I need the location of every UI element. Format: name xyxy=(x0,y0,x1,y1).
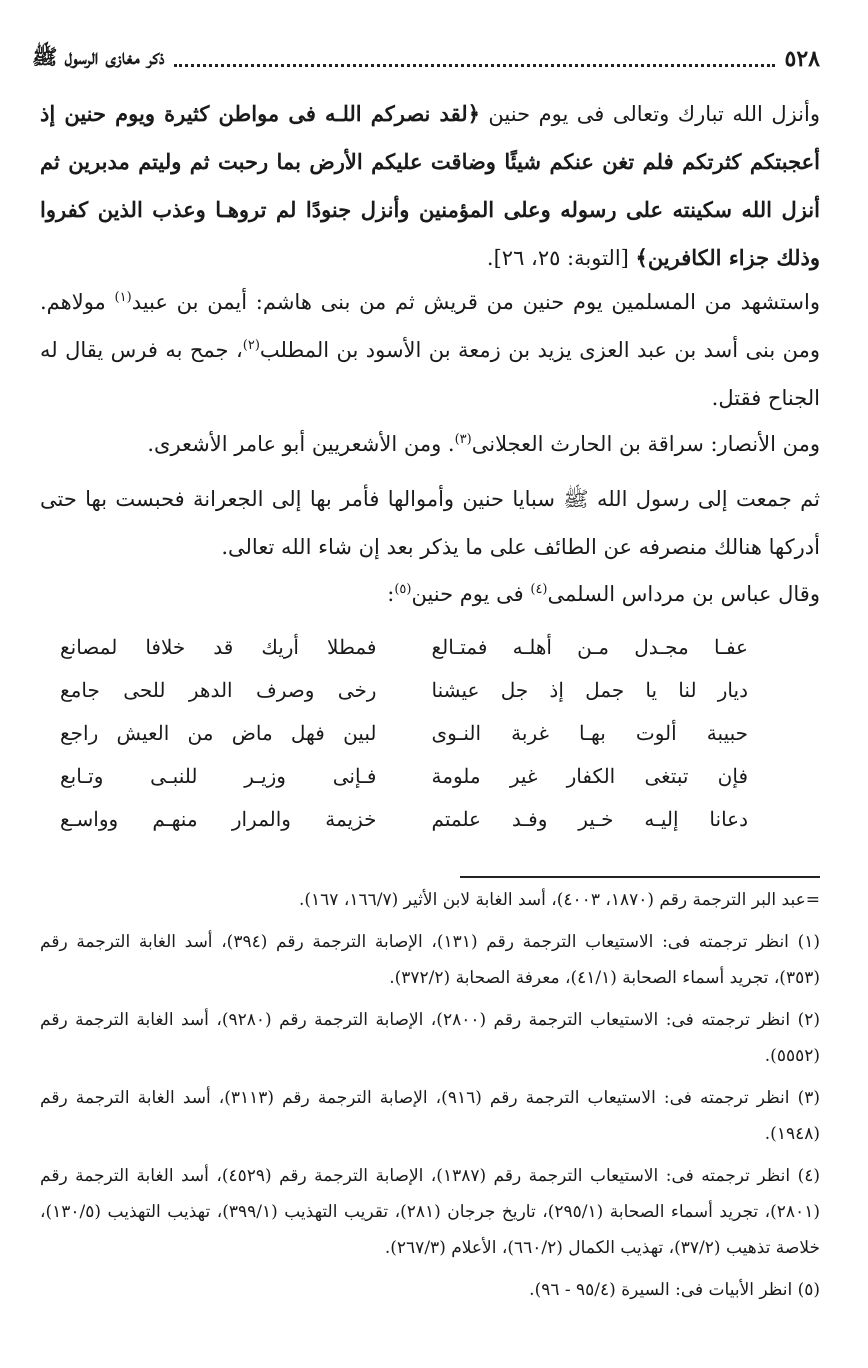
page-number: ٥٢٨ xyxy=(784,46,820,72)
poem xyxy=(60,626,748,841)
footnote-marker-5[interactable]: (٥) xyxy=(394,582,412,597)
poem-verse xyxy=(60,626,748,669)
verse-first-hemistich: حبيبة ألوت بهـا غربة النـوى xyxy=(431,721,748,745)
poem-verse xyxy=(60,712,748,755)
running-title: ذكر مغازى الرسول ﷺ xyxy=(32,43,165,69)
quran-reference: [التوبة: ٢٥، ٢٦]. xyxy=(486,246,636,270)
poem-verse xyxy=(60,755,748,798)
footnotes xyxy=(40,882,820,1314)
verse-first-hemistich: عفـا مجـدل مـن أهلـه فمتـالع xyxy=(431,635,748,659)
paragraph-text: وقال عباس بن مرداس السلمى xyxy=(547,582,820,606)
paragraph-text: واستشهد من المسلمين يوم حنين من قريش ثم من بنى هاشم: أيمن بن عبيد xyxy=(131,290,820,314)
paragraph-text: فى يوم حنين xyxy=(411,582,531,606)
verse-second-hemistich: فمطلا أريك قد خلافا لمصانع xyxy=(60,635,377,659)
paragraph-captives xyxy=(40,475,820,571)
footnote-continuation: =عبد البر الترجمة رقم (١٨٧٠، ٤٠٠٣)، أسد الغابة لابن الأثير (١٦٦/٧، ١٦٧). xyxy=(298,890,820,910)
paragraph-text: ، جمح به فرس يقال له الجناح فقتل. xyxy=(40,338,820,410)
paragraph-ansar xyxy=(40,420,820,468)
footnote-1: (١) انظر ترجمته فى: الاستيعاب الترجمة رقم (١٣١)، الإصابة الترجمة رقم (٣٩٤)، أسد الغابة الترجمة رقم (٣٥٣)، تجريد أسماء الصحابة (٤١/١)، معرفة الصحابة (٣٧٢/٢). xyxy=(40,932,820,988)
verse-second-hemistich: لبين فهل ماض من العيش راجع xyxy=(60,721,377,745)
paragraph-text: . ومن الأشعريين أبو عامر الأشعرى. xyxy=(147,432,455,456)
verse-first-hemistich: فإن تبتغى الكفار غير ملومة xyxy=(431,764,748,788)
footnote-marker-4[interactable]: (٤) xyxy=(530,582,548,597)
footnote-4: (٤) انظر ترجمته فى: الاستيعاب الترجمة رقم (١٣٨٧)، الإصابة الترجمة رقم (٤٥٢٩)، أسد الغابة الترجمة رقم (٢٨٠١)، تجريد أسماء الصحابة (٢٩٥/١)، تاريخ جرجان (٢٨١)، تقريب التهذيب (٣٩٩/١)، تهذيب التهذيب (١٣٠/٥)، خلاصة تذهيب (٣٧/٢)، تهذيب الكمال (٦٦٠/٢)، الأعلام (٢٦٧/٣). xyxy=(40,1166,820,1258)
poem-verse xyxy=(60,798,748,841)
verse-first-hemistich: دعانا إليـه خـير وفـد علمتم xyxy=(431,807,748,831)
footnote-5: (٥) انظر الأبيات فى: السيرة (٩٥/٤ - ٩٦). xyxy=(529,1280,820,1300)
verse-first-hemistich: ديار لنا يا جمل إذ جل عيشنا xyxy=(431,678,748,702)
paragraph-text: : xyxy=(387,582,395,606)
quran-quote: ﴿لقد نصركم اللـه فى مواطن كثيرة ويوم حنين إذ أعجبتكم كثرتكم فلم تغن عنكم شيئًا وضاقت عليكم الأرض بما رحبت ثم وليتم مدبرين ثم أنزل الله سكينته على رسوله وعلى المؤمنين وأنزل جنودًا لم تروهـا وعذب الذين كفروا وذلك جزاء الكافرين﴾ xyxy=(40,101,820,270)
paragraph-text: ومن الأنصار: سراقة بن الحارث العجلانى xyxy=(471,432,820,456)
footnote-2: (٢) انظر ترجمته فى: الاستيعاب الترجمة رقم (٢٨٠٠)، الإصابة الترجمة رقم (٩٢٨٠)، أسد الغابة الترجمة رقم (٥٥٥٢). xyxy=(40,1010,820,1066)
paragraph-text: مولاهم. ومن بنى أسد بن عبد العزى يزيد بن زمعة بن الأسود بن المطلب xyxy=(40,290,820,362)
verse-second-hemistich: خزيمة والمرار منهـم وواسـع xyxy=(60,807,377,831)
footnote-separator xyxy=(460,876,820,878)
verse-second-hemistich: رخى وصرف الدهر للحى جامع xyxy=(60,678,377,702)
page-header xyxy=(32,38,820,80)
footnote-marker-1[interactable]: (١) xyxy=(114,290,132,305)
paragraph-text: ثم جمعت إلى رسول الله ﷺ سبايا حنين وأموالها فأمر بها إلى الجعرانة فحبست بها حتى أدركها هنالك منصرفه عن الطائف على ما يذكر بعد إن شاء الله تعالى. xyxy=(40,487,820,559)
footnote-marker-2[interactable]: (٢) xyxy=(242,338,260,353)
footnote-3: (٣) انظر ترجمته فى: الاستيعاب الترجمة رقم (٩١٦)، الإصابة الترجمة رقم (٣١١٣)، أسد الغابة الترجمة رقم (١٩٤٨). xyxy=(40,1088,820,1144)
paragraph-poem-intro xyxy=(40,570,820,618)
poem-verse xyxy=(60,669,748,712)
header-dot-leader xyxy=(174,52,774,67)
footnote-marker-3[interactable]: (٣) xyxy=(454,432,472,447)
paragraph-martyrs xyxy=(40,278,820,422)
paragraph-text: وأنزل الله تبارك وتعالى فى يوم حنين xyxy=(479,102,820,126)
paragraph-quran-verse xyxy=(40,90,820,282)
verse-second-hemistich: فـإنى وزيـر للنبـى وتـابع xyxy=(60,764,377,788)
